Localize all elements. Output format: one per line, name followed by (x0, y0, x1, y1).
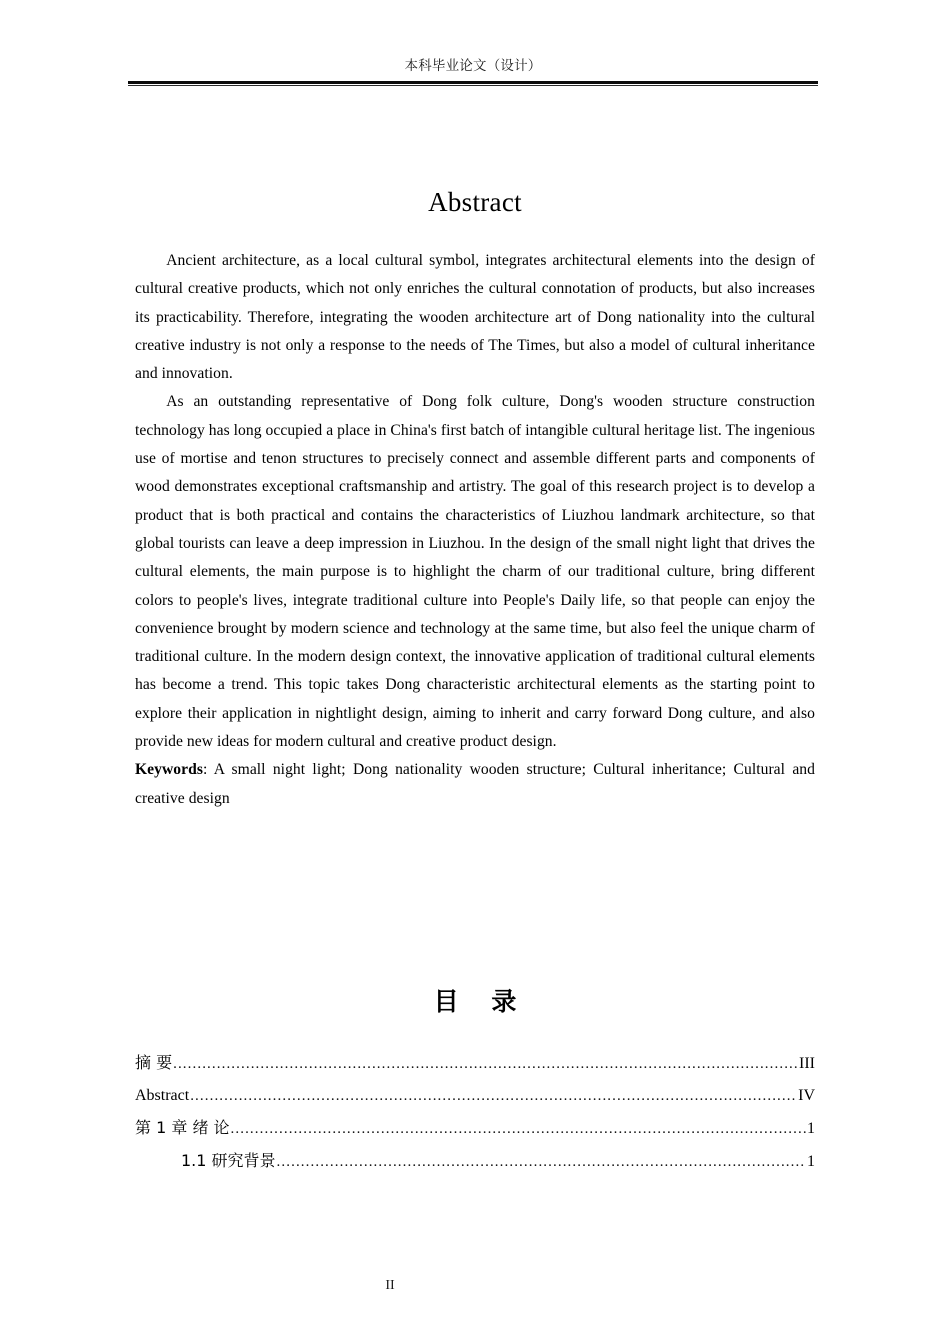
header-rule-thin (128, 85, 818, 86)
toc-heading: 目 录 (433, 987, 529, 1016)
footer-page-number: II (385, 1278, 395, 1293)
toc-entry[interactable] (135, 1145, 815, 1178)
keywords-line (135, 756, 815, 813)
keywords-value: : A small night light; Dong nationality wooden structure; Cultural inheritance; Cultural and creative design (135, 761, 815, 807)
table-of-contents (135, 985, 815, 1178)
keywords-label: Keywords (135, 761, 203, 779)
toc-entry[interactable] (135, 1047, 815, 1080)
toc-entry-page-number: III (799, 1055, 815, 1072)
toc-entry-page-number: 1 (807, 1120, 815, 1137)
abstract-paragraph-2: As an outstanding representative of Dong folk culture, Dong's wooden structure construction technology has long occupied a place in China's first batch of intangible cultural heritage list. The ingenious use of mortise and tenon structures to precisely connect and assemble different parts and components of wood demonstrates exceptional craftsmanship and artistry. The goal of this research project is to develop a product that is both practical and contains the characteristics of Liuzhou landmark architecture, so that global tourists can leave a deep impression in Liuzhou. In the design of the small night light that drives the cultural elements, the main purpose is to highlight the charm of our traditional culture, bring different colors to people's lives, integrate traditional culture into People's Daily life, so that people can enjoy the convenience brought by modern science and technology at the same time, but also feel the unique charm of traditional culture. In the modern design context, the innovative application of traditional cultural elements has become a trend. This topic takes Dong characteristic architectural elements as the starting point to explore their application in nightlight design, aiming to inherit and carry forward Dong culture, and also provide new ideas for modern cultural and creative product design. (135, 393, 815, 751)
abstract-section (135, 185, 815, 813)
header-rule-thick (128, 81, 818, 84)
toc-entry-page-number: IV (798, 1087, 815, 1104)
header-title: 本科毕业论文（设计） (404, 58, 542, 74)
toc-dot-leader (231, 1114, 806, 1145)
toc-dot-leader (277, 1147, 806, 1178)
toc-entry-page-number: 1 (807, 1153, 815, 1170)
toc-list (135, 1047, 815, 1178)
toc-dot-leader (190, 1081, 797, 1112)
abstract-heading: Abstract (428, 187, 522, 217)
toc-entry-label: Abstract (135, 1087, 190, 1104)
toc-entry-label: 1.1 研究背景 (181, 1151, 276, 1170)
toc-entry[interactable] (135, 1080, 815, 1112)
toc-entry[interactable] (135, 1112, 815, 1145)
abstract-paragraph-1: Ancient architecture, as a local cultural symbol, integrates architectural elements into the design of cultural creative products, which not only enriches the cultural connotation of products, but also increases its practicability. Therefore, integrating the wooden architecture art of Dong nationality into the cultural creative industry is not only a response to the needs of The Times, but also a model of cultural inheritance and innovation. (135, 252, 815, 383)
page-header (128, 56, 818, 86)
toc-dot-leader (173, 1049, 798, 1080)
toc-entry-label: 第 1 章 绪 论 (135, 1118, 230, 1137)
toc-entry-label: 摘 要 (135, 1053, 173, 1072)
